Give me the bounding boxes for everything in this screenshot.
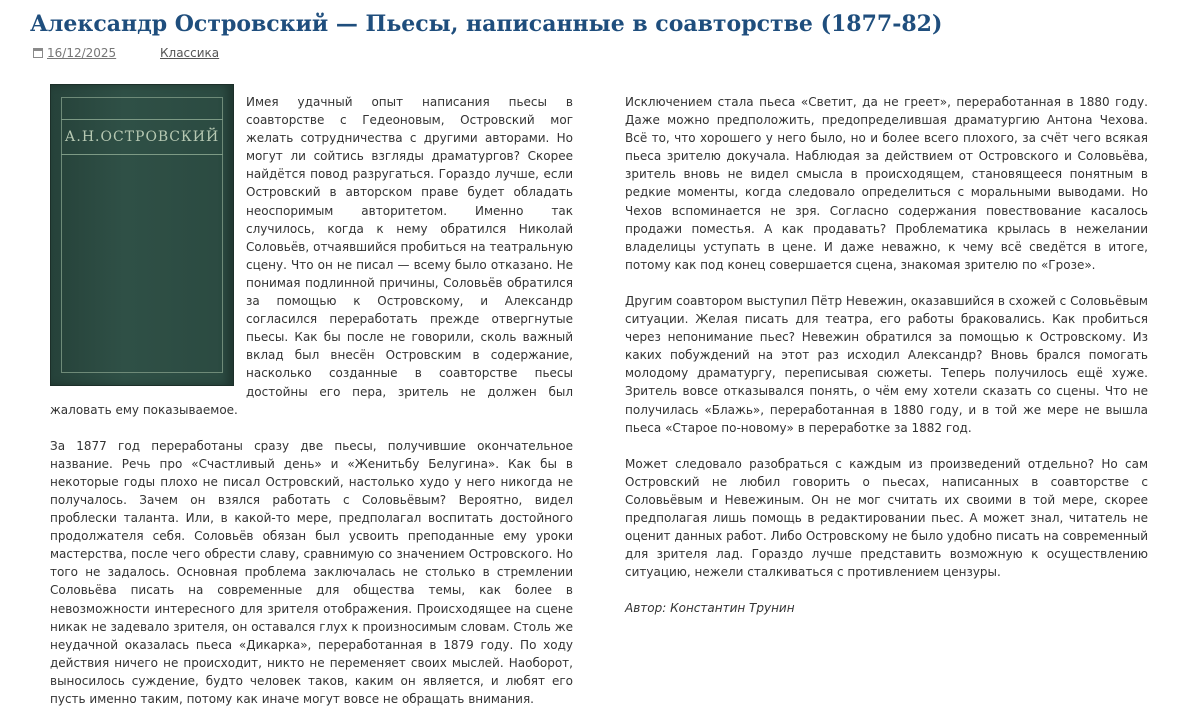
article-author: Автор: Константин Трунин [625,601,795,616]
paragraph: За 1877 год переработаны сразу две пьесы, получившие окончательное название. Речь про «Счастливый день» и «Женитьбу Белугина». Как бы в некоторые годы плохо не писал Островский, настолько худо у него никогда не получалось. Зачем он взялся работать с Соловьёвым? Вероятно, видел проблески таланта. Или, в какой-то мере, предполагал воспитать достойного продолжателя себя. Соловьёв обязан был усвоить преподанные ему уроки мастерства, после чего обрести славу, сравнимую со значением Островского. Но того не задалось. Основная проблема заключалась не столько в стремлении Соловьёва писать на современные для общества темы, как более в невозможности интересного для зрителя отображения. Происходящее на сцене никак не задевало зрителя, он оставался глух к произносимым словам. Столь же неудачной оказалась пьеса «Дикарка», переработанная в 1879 году. По ходу действия ничего не происходит, никто не переменяет своих мыслей. Наоборот, выносилось суждение, будто человек таков, каким он является, и любят его пусть именно таким, потому как иначе могут вовсе не обращать внимания. [50,438,573,706]
paragraph: Может следовало разобраться с каждым из произведений отдельно? Но сам Островский не любил говорить о пьесах, написанных в соавторстве с Соловьёвым и Невежиным. Он не мог считать их своими в той мере, скорее предполагая лишь помощь в редактировании пьес. А может знал, читатель не оценит данных работ. Либо Островскому не было удобно писать на современный для зрителя лад. Гораздо лучше представить возможную к осуществлению ситуацию, нежели сталкиваться с противлением цензуры. [625,456,1148,580]
category-link[interactable]: Классика [160,46,220,60]
book-cover-text: А.Н.ОСТРОВСКИЙ [64,128,220,145]
article-column-right [625,93,1148,635]
paragraph: Другим соавтором выступил Пётр Невежин, оказавшийся в схожей с Соловьёвым ситуации. Желая писать для театра, его работы браковались. Как пробиться через непонимание пьес? Невежин обратился за помощью к Островскому. Из каких побуждений на этот раз исходил Александр? Вновь брался помогать молодому драматургу, переписывая сюжеты. Теперь получилось ещё хуже. Зритель вовсе отказывался понять, о чём ему хотели сказать со сцены. Что не получилась «Блажь», переработанная в 1880 году, и в той же мере не вышла пьеса «Старое по-новому» в переработке за 1882 год. [625,293,1148,435]
paragraph: Исключением стала пьеса «Светит, да не греет», переработанная в 1880 году. Даже можно предположить, предопределившая драматургию Антона Чехова. Всё то, что хорошего у него было, но и более всего плохого, за счёт чего всякая пьеса зрителю докучала. Наблюдая за действием от Островского и Соловьёва, зритель вновь не видел смысла в происходящем, становящееся понятным в редкие моменты, когда следовало определиться с моральными выводами. Но Чехов вспоминается не зря. Согласно содержания повествование касалось продажи поместья. А как продавать? Проблематика крылась в нежелании владелицы уступать в цене. И даже неважно, к чему всё сведётся в итоге, потому как под конец совершается сцена, знакомая зрителю по «Грозе». [625,95,1148,272]
paragraph: Имея удачный опыт написания пьесы в соавторстве с Гедеоновым, Островский мог желать сотрудничества с другими авторами. Но могут ли сойтись взгляды драматургов? Скорее найдётся повод разругаться. Гораздо лучше, если Островский в авторском праве будет обладать неоспоримым авторитетом. Именно так случилось, когда к нему обратился Николай Соловьёв, отчаявшийся пробиться на театральную сцену. Что он не писал — всему было отказано. Не понимая подлинной причины, Соловьёв обратился за помощью к Островскому, и Александр согласился переработать прежде отвергнутые пьесы. Как бы после не говорили, сколь важный вклад был внесён Островским в содержание, насколько созданные в соавторстве пьесы достойны его пера, зритель не должен был жаловать ему показываемое. [50,95,573,417]
post-date[interactable]: 16/12/2025 [47,46,117,60]
article-column-left [50,93,573,726]
post-meta [33,45,219,61]
book-cover-label [61,119,223,155]
book-cover-image [50,84,234,386]
calendar-icon [33,48,43,58]
page-title[interactable]: Александр Островский — Пьесы, написанные в соавторстве (1877-82) [30,11,943,37]
